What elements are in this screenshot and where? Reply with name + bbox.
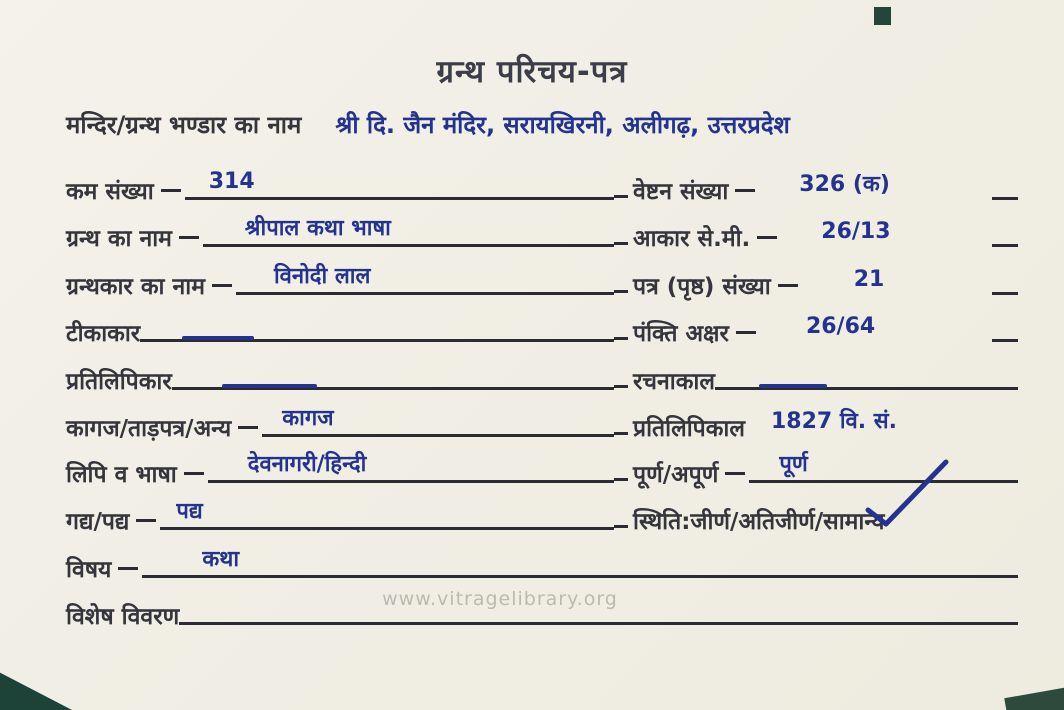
author-name-value: विनोदी लाल	[273, 264, 371, 289]
scan-corner-mark-bottom-left	[0, 666, 72, 710]
subject-value: कथा	[202, 547, 240, 572]
page-title: ग्रन्थ परिचय-पत्र	[436, 54, 628, 90]
composition-date-label: रचनाकाल	[633, 368, 715, 395]
field-author-name	[66, 260, 614, 302]
lines-chars-value: 26/64	[805, 314, 876, 339]
watermark: www.vitragelibrary.org	[382, 588, 618, 610]
lines-chars-label: पंक्ति अक्षर	[633, 321, 760, 349]
size-cm-label: आकार से.मी.	[633, 226, 781, 254]
line-segment	[992, 197, 1018, 200]
material-value: कागज	[282, 406, 334, 431]
field-size-cm	[614, 212, 1018, 254]
granth-name-label: ग्रन्थ का नाम	[66, 226, 203, 254]
blank-mark	[222, 384, 317, 388]
temple-name-label: मन्दिर/ग्रन्थ भण्डार का नाम	[66, 111, 302, 139]
page-count-value: 21	[853, 267, 885, 292]
blank-mark	[759, 384, 827, 388]
commentator-label: टीकाकार	[66, 320, 141, 347]
field-bundle-no	[614, 165, 1018, 207]
completeness-value: पूर्ण	[779, 452, 808, 477]
field-granth-name	[66, 212, 614, 254]
row-6	[66, 402, 1018, 444]
row-4	[66, 307, 1018, 349]
condition-label: स्थिति:जीर्ण/अतिजीर्ण/सामान्य	[633, 508, 885, 535]
serial-no-value: 314	[208, 169, 255, 194]
line-segment	[992, 292, 1018, 295]
field-subject	[66, 543, 1018, 585]
copy-date-label: प्रतिलिपिकाल	[633, 415, 745, 442]
field-scribe	[66, 355, 614, 397]
row-1	[66, 165, 1018, 207]
copy-date-value: 1827 वि. सं.	[770, 409, 898, 434]
subject-label: विषय	[66, 557, 142, 585]
field-script-language	[66, 448, 614, 490]
special-details-label: विशेष विवरण	[66, 603, 180, 630]
row-9	[66, 543, 1018, 585]
field-completeness	[614, 448, 1018, 490]
scan-corner-mark-top-right	[874, 7, 891, 25]
prose-verse-label: गद्य/पद्य	[66, 509, 160, 537]
author-name-label: ग्रन्थकार का नाम	[66, 274, 236, 302]
field-commentator	[66, 307, 614, 349]
scribe-label: प्रतिलिपिकार	[66, 368, 172, 395]
line-segment	[992, 244, 1018, 247]
page-count-label: पत्र (पृष्ठ) संख्या	[633, 274, 802, 302]
prose-verse-value: पद्य	[176, 499, 203, 524]
field-composition-date	[614, 355, 1018, 397]
temple-name-row	[66, 108, 1024, 141]
condition-checkmark	[856, 458, 956, 533]
field-material	[66, 402, 614, 444]
material-label: कागज/ताड़पत्र/अन्य	[66, 416, 262, 444]
completeness-label: पूर्ण/अपूर्ण	[633, 462, 749, 490]
temple-name-value: श्री दि. जैन मंदिर, सरायखिरनी, अलीगढ़, उत्तरप्रदेश	[335, 111, 790, 139]
field-prose-verse	[66, 495, 614, 537]
field-lines-chars	[614, 307, 1018, 349]
field-serial-no	[66, 165, 614, 207]
blank-mark	[182, 336, 254, 340]
bundle-no-label: वेष्टन संख्या	[633, 179, 759, 207]
row-5	[66, 355, 1018, 397]
size-cm-value: 26/13	[821, 219, 891, 244]
row-2	[66, 212, 1018, 254]
field-copy-date	[614, 402, 1018, 444]
granth-name-value: श्रीपाल कथा भाषा	[244, 216, 391, 241]
scan-corner-mark-bottom-right	[1004, 686, 1064, 710]
field-page-count	[614, 260, 1018, 302]
serial-no-label: कम संख्या	[66, 179, 185, 207]
field-condition	[614, 495, 1018, 537]
bundle-no-value: 326 (क)	[799, 172, 890, 197]
line-segment	[992, 339, 1018, 342]
script-language-value: देवनागरी/हिन्दी	[247, 452, 367, 477]
script-language-label: लिपि व भाषा	[66, 462, 208, 490]
row-3	[66, 260, 1018, 302]
